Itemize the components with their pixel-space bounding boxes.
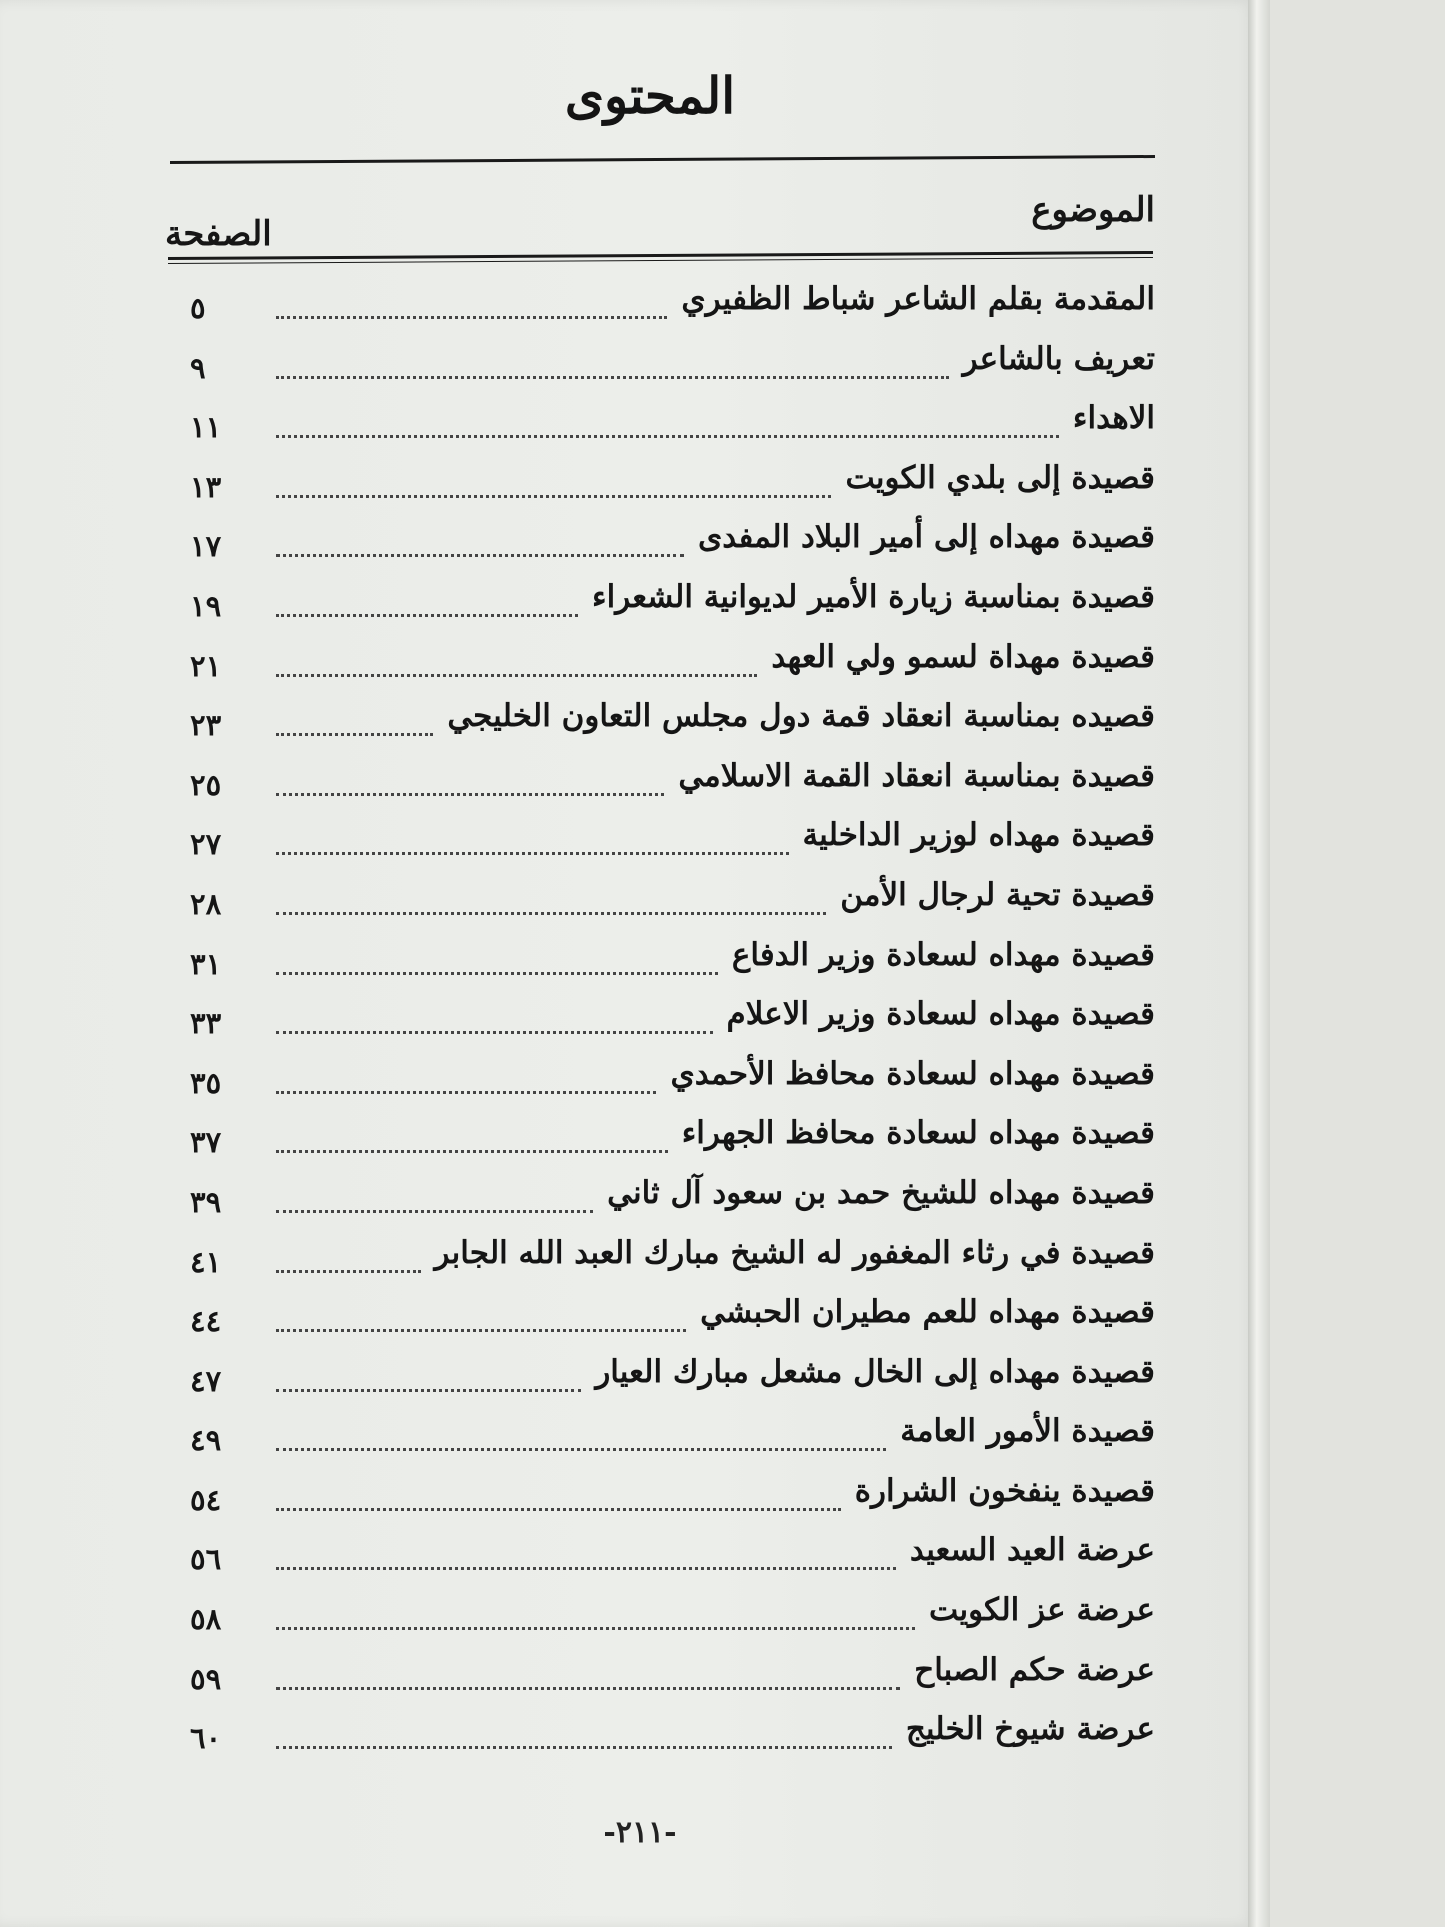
toc-leader-dots: [276, 1448, 886, 1451]
toc-entry-title: الاهداء: [1072, 400, 1155, 437]
toc-entry-page: ١٣: [190, 469, 222, 504]
toc-entry: [190, 396, 1155, 456]
toc-entry-page: ٣٩: [190, 1184, 222, 1219]
toc-leader-dots: [276, 912, 826, 915]
toc-leader-dots: [276, 674, 757, 677]
toc-entry: [190, 337, 1155, 397]
toc-leader-dots: [276, 1746, 892, 1749]
table-of-contents: [190, 277, 1155, 1767]
toc-entry-page: ٤٩: [190, 1423, 222, 1458]
toc-entry: [190, 1171, 1155, 1231]
toc-entry-title: المقدمة بقلم الشاعر شباط الظفيري: [681, 281, 1155, 317]
toc-entry: [190, 1350, 1155, 1410]
column-header-page: الصفحة: [165, 214, 272, 254]
toc-entry-page: ٥٨: [190, 1602, 222, 1637]
toc-entry-title: قصيدة ينفخون الشرارة: [854, 1472, 1155, 1509]
toc-entry-title: قصيدة مهداه للشيخ حمد بن سعود آل ثاني: [607, 1174, 1155, 1211]
toc-entry: [190, 277, 1155, 337]
toc-entry: [190, 1588, 1155, 1648]
toc-entry-title: قصيدة بمناسبة زيارة الأمير لديوانية الشعراء: [592, 578, 1155, 615]
toc-entry-page: ١٩: [190, 588, 222, 623]
toc-leader-dots: [276, 1329, 686, 1332]
toc-leader-dots: [276, 1687, 900, 1690]
toc-entry-page: ٤٤: [190, 1304, 222, 1339]
toc-entry: [190, 1231, 1155, 1291]
toc-leader-dots: [276, 1091, 656, 1094]
toc-entry-page: ٣٥: [190, 1065, 222, 1100]
toc-entry-page: ٤١: [190, 1244, 222, 1279]
toc-entry-page: ٢٧: [190, 827, 222, 862]
toc-entry-title: قصيدة مهداه لسعادة محافظ الأحمدي: [670, 1055, 1155, 1092]
toc-entry-page: ١٧: [190, 529, 222, 564]
toc-entry-title: قصيدة مهداه لسعادة وزير الاعلام: [726, 996, 1155, 1033]
toc-leader-dots: [276, 1210, 593, 1213]
toc-entry-title: قصيدة مهداه إلى أمير البلاد المفدى: [697, 519, 1155, 556]
toc-entry: [190, 754, 1155, 814]
toc-leader-dots: [276, 1627, 915, 1630]
toc-entry: [190, 1648, 1155, 1708]
toc-entry-page: ٣٧: [190, 1125, 222, 1160]
toc-entry-page: ٢٨: [190, 886, 222, 921]
toc-leader-dots: [276, 495, 831, 498]
toc-entry-page: ٣١: [190, 946, 222, 981]
toc-entry: [190, 515, 1155, 575]
toc-entry-title: تعريف بالشاعر: [962, 340, 1155, 377]
toc-entry-title: عرضة شيوخ الخليج: [905, 1711, 1155, 1748]
toc-leader-dots: [276, 1567, 896, 1570]
toc-entry-page: ٢٥: [190, 767, 222, 802]
toc-entry: [190, 694, 1155, 754]
toc-leader-dots: [276, 1508, 841, 1511]
toc-leader-dots: [276, 972, 718, 975]
toc-entry-title: قصيدة مهداه إلى الخال مشعل مبارك العيار: [595, 1353, 1155, 1390]
toc-leader-dots: [276, 1270, 421, 1273]
toc-entry: [190, 1409, 1155, 1469]
toc-entry: [190, 635, 1155, 695]
toc-entry: [190, 1528, 1155, 1588]
toc-entry-title: قصيدة في رثاء المغفور له الشيخ مبارك العبد الله الجابر: [434, 1234, 1155, 1271]
toc-entry-title: قصيدة مهداه لوزير الداخلية: [802, 817, 1155, 854]
toc-entry-title: عرضة حكم الصباح: [914, 1651, 1155, 1688]
toc-entry-page: ٥: [190, 291, 206, 325]
toc-leader-dots: [276, 554, 684, 557]
toc-entry-title: قصيدة مهداة لسمو ولي العهد: [771, 638, 1155, 675]
toc-leader-dots: [276, 1389, 581, 1392]
toc-entry-page: ٢١: [190, 648, 222, 683]
toc-entry: [190, 992, 1155, 1052]
toc-entry-title: قصيدة الأمور العامة: [900, 1413, 1155, 1450]
toc-leader-dots: [276, 435, 1059, 438]
toc-entry-page: ٤٧: [190, 1363, 222, 1398]
facing-page: [1270, 0, 1445, 1927]
toc-entry-title: قصيده بمناسبة انعقاد قمة دول مجلس التعاون الخليجي: [447, 698, 1155, 735]
toc-entry-page: ٢٣: [190, 708, 222, 743]
toc-entry-page: ٥٩: [190, 1661, 222, 1696]
toc-entry: [190, 456, 1155, 516]
page-title: المحتوى: [564, 66, 736, 125]
toc-entry-page: ٥٦: [190, 1542, 222, 1577]
toc-leader-dots: [276, 614, 578, 617]
toc-entry-page: ٩: [190, 350, 206, 385]
column-header-topic: الموضوع: [1031, 190, 1155, 230]
toc-entry: [190, 1469, 1155, 1529]
toc-entry: [190, 933, 1155, 993]
toc-entry: [190, 813, 1155, 873]
toc-entry-title: قصيدة إلى بلدي الكويت: [845, 459, 1155, 496]
page-edge: [1248, 0, 1270, 1927]
toc-entry-page: ٦٠: [190, 1721, 222, 1756]
toc-leader-dots: [276, 1150, 668, 1153]
toc-entry-page: ٣٣: [190, 1006, 222, 1041]
toc-entry: [190, 1052, 1155, 1112]
toc-entry: [190, 575, 1155, 635]
toc-leader-dots: [276, 376, 949, 379]
toc-entry: [190, 1707, 1155, 1767]
toc-entry-title: قصيدة مهداه لسعادة محافظ الجهراء: [681, 1115, 1155, 1152]
toc-entry-title: عرضة العيد السعيد: [909, 1532, 1155, 1569]
toc-entry-page: ١١: [190, 410, 222, 445]
toc-entry-title: قصيدة مهداه للعم مطيران الحبشي: [700, 1294, 1155, 1331]
toc-entry-title: عرضة عز الكويت: [929, 1592, 1155, 1629]
toc-entry-page: ٥٤: [190, 1482, 222, 1517]
toc-entry: [190, 1111, 1155, 1171]
toc-leader-dots: [276, 793, 664, 796]
toc-leader-dots: [276, 852, 789, 855]
page-number: -٢١١-: [603, 1815, 677, 1850]
toc-leader-dots: [276, 316, 667, 319]
toc-leader-dots: [276, 733, 433, 736]
toc-entry-title: قصيدة مهداه لسعادة وزير الدفاع: [731, 936, 1155, 973]
toc-entry-title: قصيدة تحية لرجال الأمن: [840, 876, 1155, 913]
toc-entry-title: قصيدة بمناسبة انعقاد القمة الاسلامي: [678, 757, 1155, 794]
toc-entry: [190, 1290, 1155, 1350]
toc-entry: [190, 873, 1155, 933]
toc-leader-dots: [276, 1031, 713, 1034]
